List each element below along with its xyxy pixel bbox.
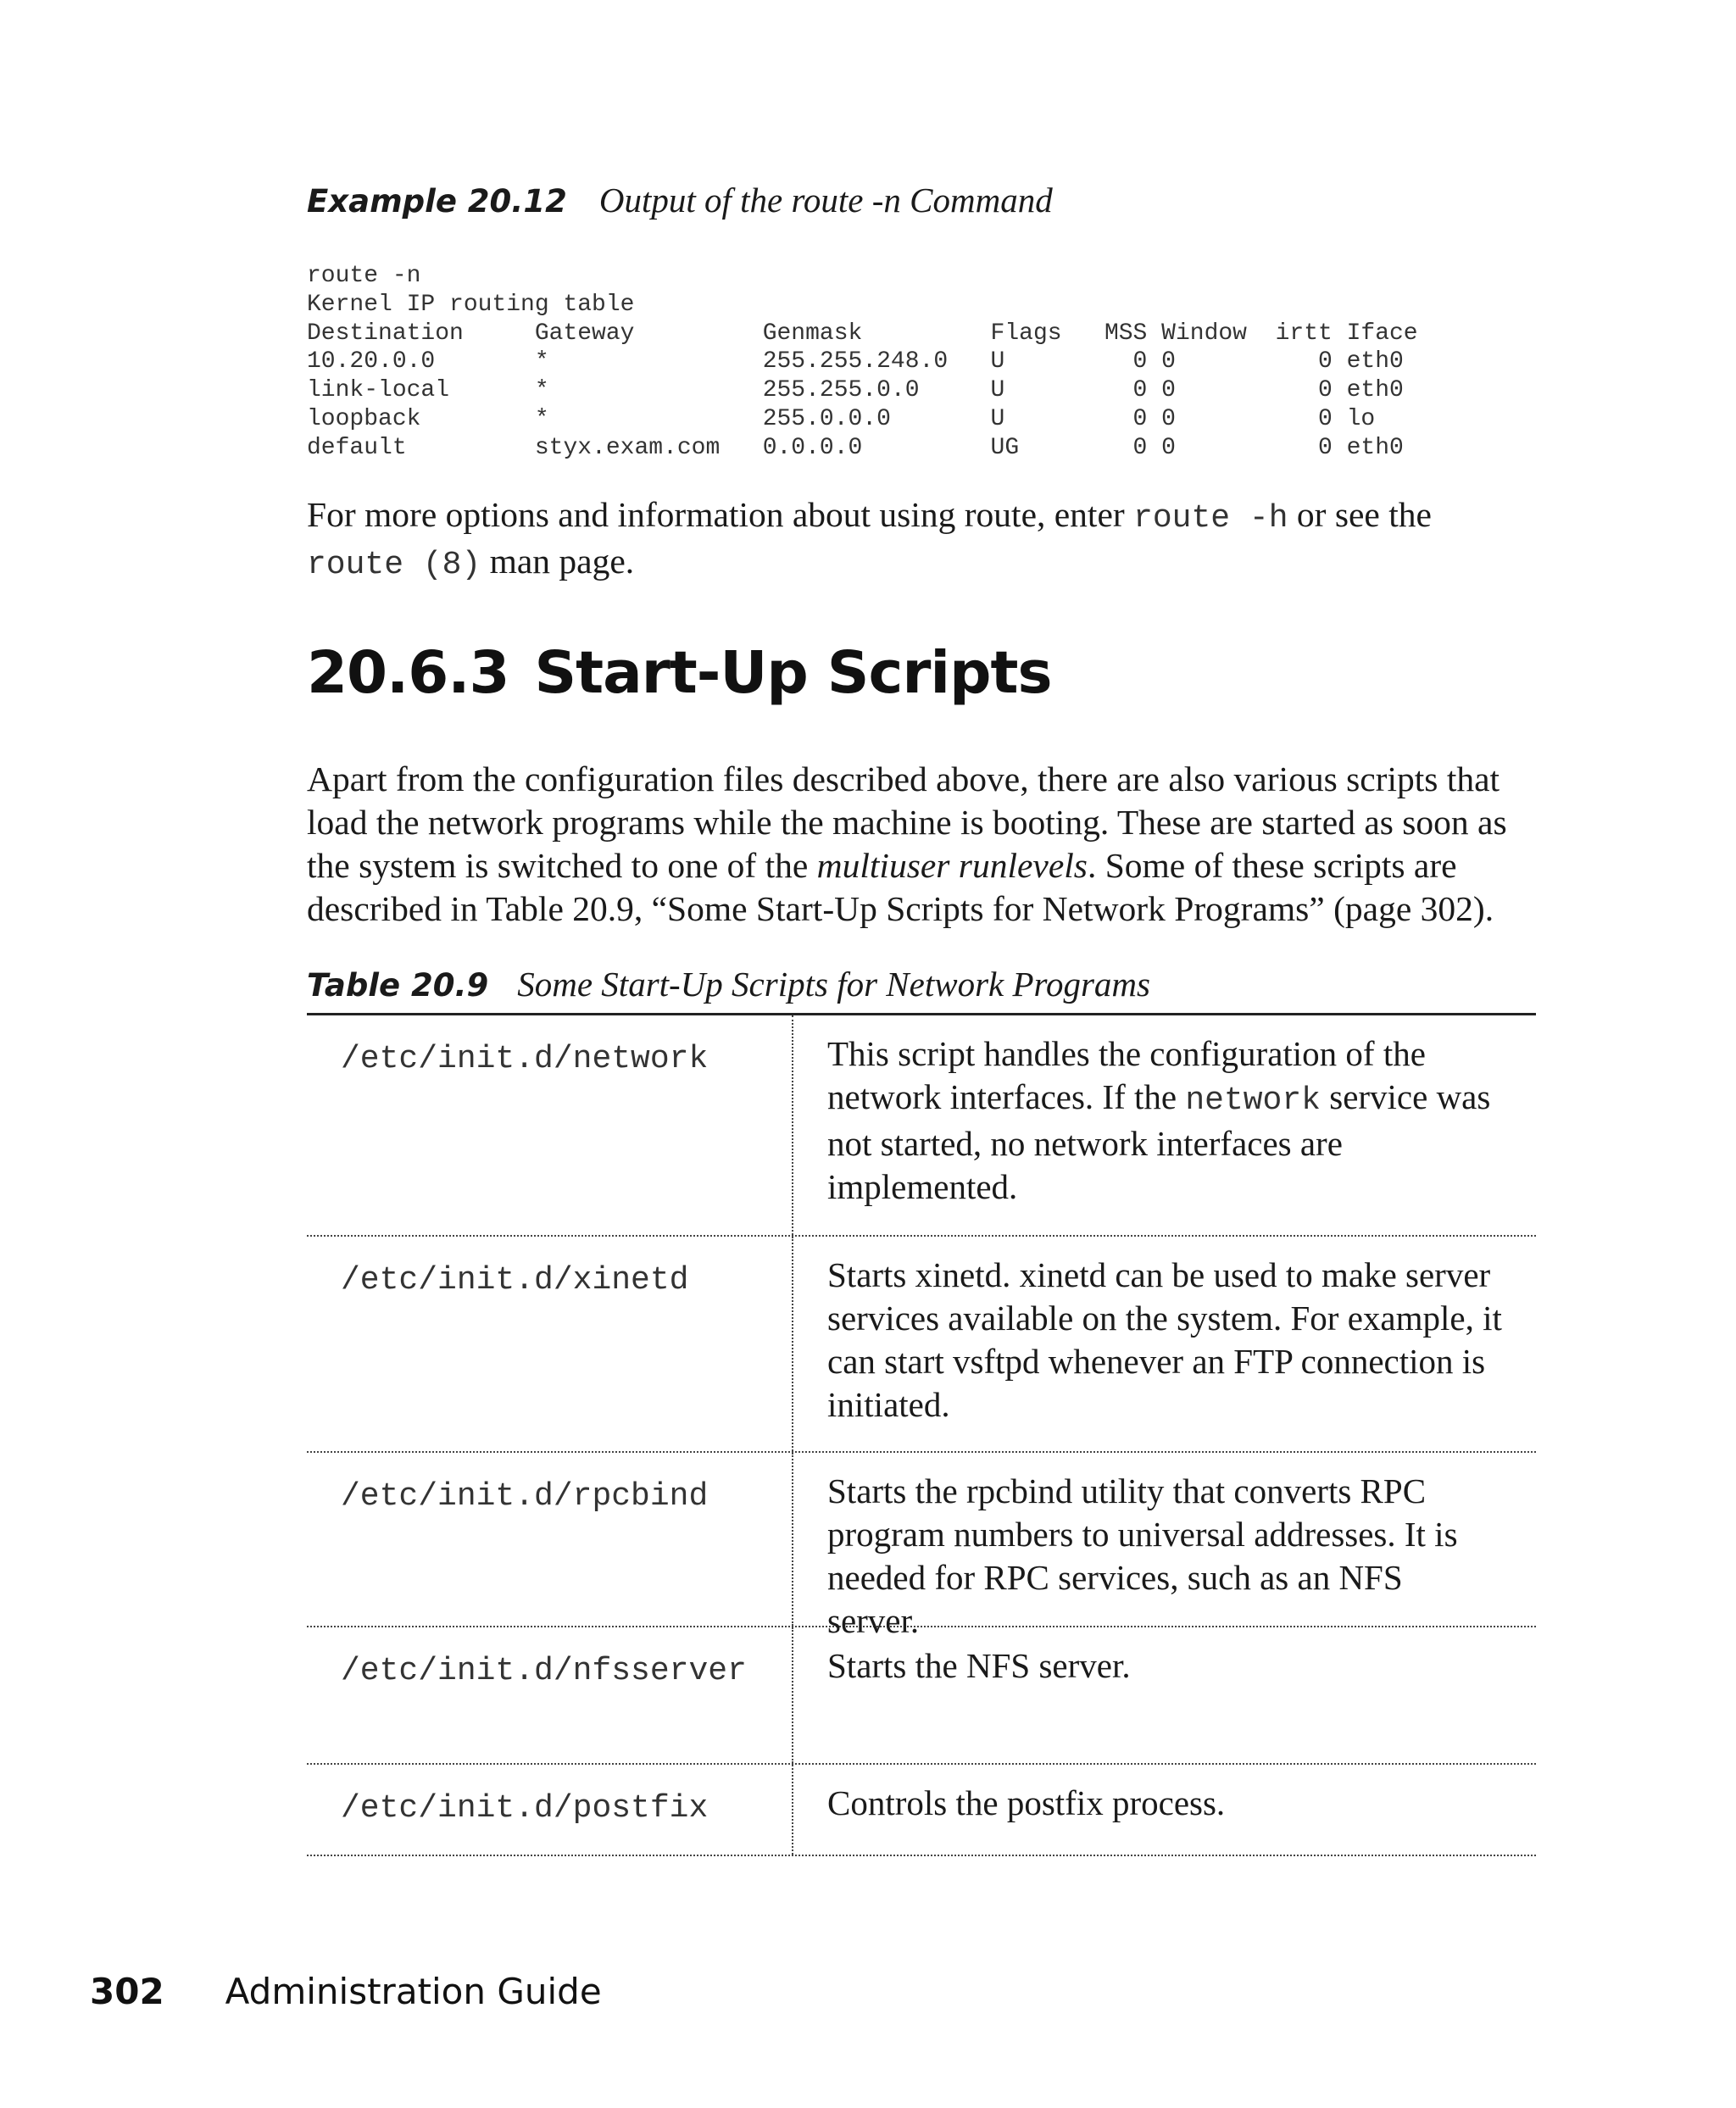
script-description-cell: Controls the postfix process. bbox=[827, 1783, 1226, 1822]
page-number: 302 bbox=[90, 1971, 164, 2012]
script-path-cell: /etc/init.d/xinetd bbox=[307, 1237, 793, 1451]
script-description-cell: Starts the rpcbind utility that converts RPC program numbers to universal addresses. It is needed for RPC services, such as an NFS server. bbox=[827, 1471, 1458, 1640]
paragraph-text: or see the bbox=[1288, 495, 1432, 534]
example-label: Example 20.12 bbox=[307, 183, 567, 220]
paragraph-text: man page. bbox=[481, 542, 635, 581]
table-row bbox=[307, 1765, 1536, 1856]
section-heading bbox=[307, 639, 1052, 707]
table-row bbox=[307, 1627, 1536, 1765]
table-row bbox=[307, 1453, 1536, 1640]
paragraph-text: . Some of these scripts are described in Table 20.9, “Some Start-Up Scripts for Network Programs” (page 302). bbox=[307, 846, 1494, 928]
emphasized-term: multiuser runlevels bbox=[816, 846, 1088, 885]
service-name-code: network bbox=[1185, 1082, 1321, 1119]
description-text: service was not started, no network interfaces are implemented. bbox=[827, 1077, 1491, 1206]
script-description-cell: Starts xinetd. xinetd can be used to make server services available on the system. For example, it can start vsftpd whenever an FTP connection is initiated. bbox=[827, 1255, 1502, 1424]
script-description-cell bbox=[793, 1015, 1536, 1235]
page-footer bbox=[90, 1971, 602, 2012]
route-command-output: route -n Kernel IP routing table Destination Gateway Genmask Flags MSS Window irtt Iface 10.20.0.0 * 255.255.248.0 U 0 0 0 eth0 link-local * 255.255.0.0 U 0 0 0 eth0 loopback * 255.0.0.0 U 0 0 0 lo default styx.exam.com 0.0.0.0 UG 0 0 0 eth0 bbox=[307, 263, 1418, 461]
paragraph-text: For more options and information about using route, enter bbox=[307, 495, 1134, 534]
script-path-cell: /etc/init.d/network bbox=[307, 1015, 793, 1235]
section-title: Start-Up Scripts bbox=[534, 639, 1052, 707]
paragraph-text: Apart from the configuration files described above, there are also various scripts that load the network programs while the machine is booting. These are started as soon as the system is switched to one of the bbox=[307, 759, 1507, 885]
section-number: 20.6.3 bbox=[307, 639, 509, 707]
example-caption bbox=[307, 180, 1053, 220]
script-description-cell: Starts the NFS server. bbox=[827, 1646, 1131, 1685]
route-manpage-reference: route (8) bbox=[307, 547, 481, 583]
script-path-cell: /etc/init.d/nfsserver bbox=[307, 1627, 793, 1763]
table-title: Some Start-Up Scripts for Network Programs bbox=[517, 965, 1150, 1004]
script-path-cell: /etc/init.d/postfix bbox=[307, 1765, 793, 1855]
table-label: Table 20.9 bbox=[307, 967, 489, 1004]
table-caption bbox=[307, 964, 1150, 1004]
route-help-command: route -h bbox=[1133, 500, 1288, 537]
example-title: Output of the route -n Command bbox=[598, 181, 1053, 220]
startup-scripts-table bbox=[307, 1013, 1536, 1856]
table-row bbox=[307, 1015, 1536, 1237]
script-path-cell: /etc/init.d/rpcbind bbox=[307, 1453, 793, 1626]
startup-scripts-intro-paragraph bbox=[307, 758, 1544, 931]
book-title: Administration Guide bbox=[225, 1971, 602, 2012]
table-row bbox=[307, 1237, 1536, 1453]
route-options-paragraph bbox=[307, 493, 1536, 587]
description-text: This script handles the configuration of the network interfaces. If the bbox=[827, 1034, 1426, 1116]
